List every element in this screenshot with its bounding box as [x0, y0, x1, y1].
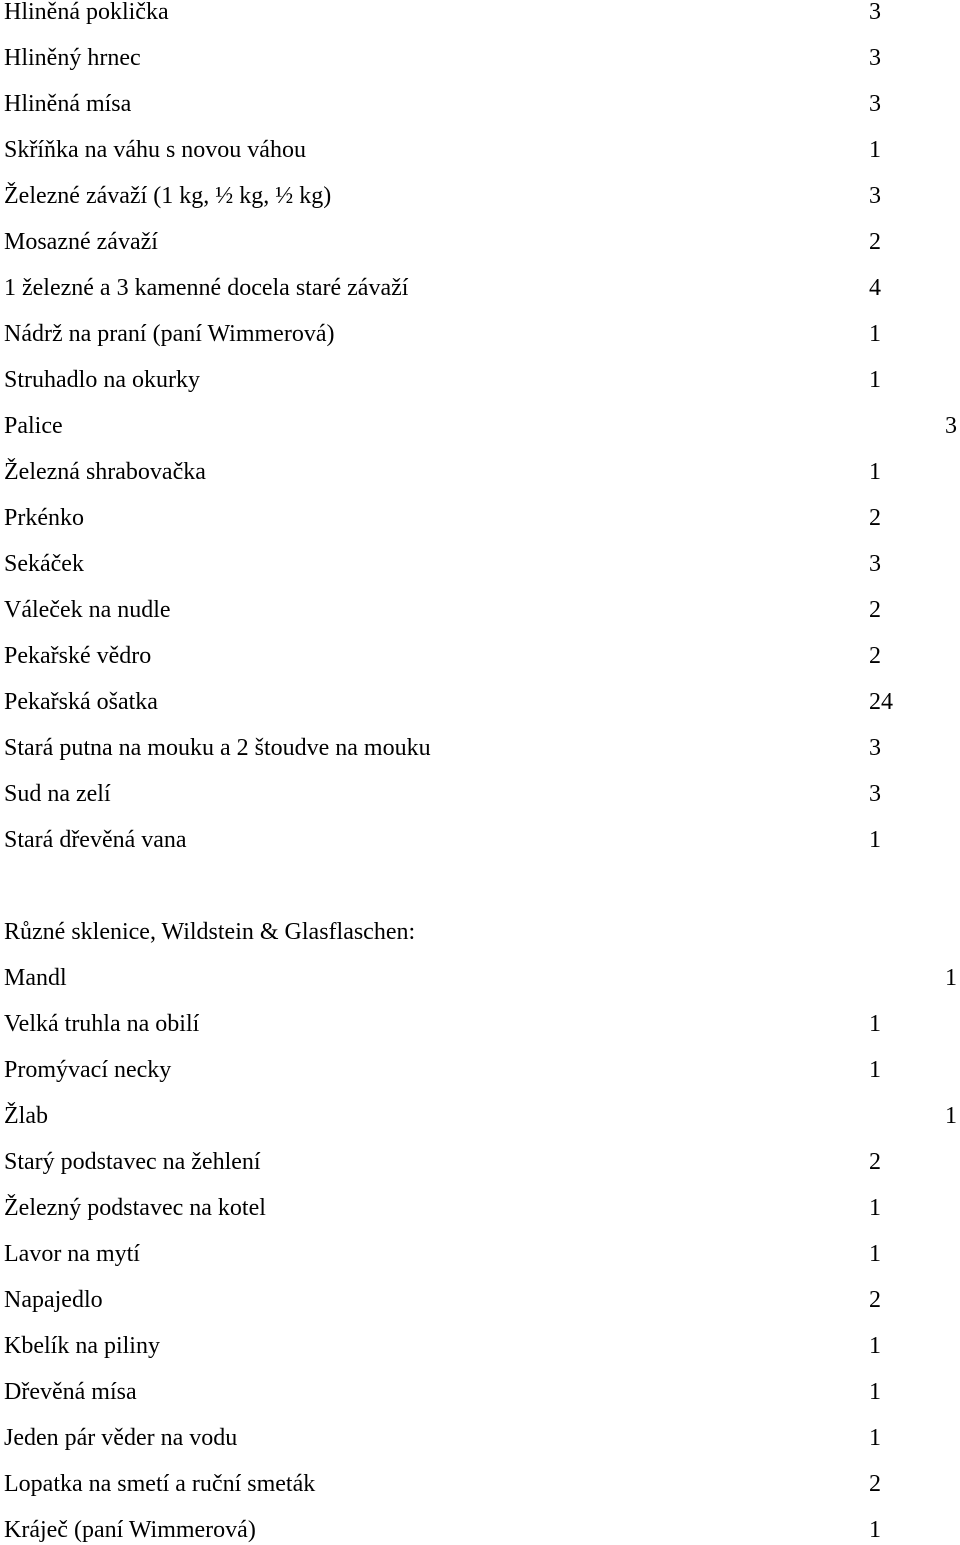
item-quantity: 1: [869, 1057, 881, 1083]
item-name: Mandl: [4, 965, 67, 991]
item-name: Dřevěná mísa: [4, 1379, 137, 1405]
item-name: Promývací necky: [4, 1057, 172, 1083]
item-name: Sekáček: [4, 551, 84, 577]
item-quantity: 1: [869, 137, 881, 163]
item-name: Stará dřevěná vana: [4, 827, 187, 853]
item-name: Struhadlo na okurky: [4, 367, 200, 393]
item-name: Palice: [4, 413, 63, 439]
item-quantity: 2: [869, 597, 881, 623]
item-name: Jeden pár věder na vodu: [4, 1425, 238, 1451]
item-quantity: 2: [869, 229, 881, 255]
item-name: Skříňka na váhu s novou váhou: [4, 137, 306, 163]
item-quantity: 1: [869, 1333, 881, 1359]
item-quantity: 2: [869, 1149, 881, 1175]
item-name: Napajedlo: [4, 1287, 103, 1313]
item-name: Lopatka na smetí a ruční smeták: [4, 1471, 316, 1497]
item-quantity: 2: [869, 643, 881, 669]
item-name: Pekařské vědro: [4, 643, 152, 669]
item-name: Železný podstavec na kotel: [4, 1195, 266, 1221]
item-name: Sud na zelí: [4, 781, 111, 807]
item-quantity: 3: [869, 735, 881, 761]
item-name: Lavor na mytí: [4, 1241, 140, 1267]
item-name: Velká truhla na obilí: [4, 1011, 200, 1037]
item-name: Hliněná poklička: [4, 0, 169, 25]
item-name: Nádrž na praní (paní Wimmerová): [4, 321, 335, 347]
item-quantity: 1: [945, 965, 957, 991]
item-quantity: 2: [869, 1471, 881, 1497]
item-quantity: 2: [869, 1287, 881, 1313]
item-quantity: 24: [869, 689, 893, 715]
item-name: Prkénko: [4, 505, 84, 531]
item-name: Železná shrabovačka: [4, 459, 206, 485]
item-name: Váleček na nudle: [4, 597, 171, 623]
item-name: Stará putna na mouku a 2 štoudve na mouku: [4, 735, 431, 761]
item-quantity: 1: [869, 1425, 881, 1451]
item-quantity: 3: [869, 781, 881, 807]
item-quantity: 3: [869, 551, 881, 577]
item-quantity: 2: [869, 505, 881, 531]
item-name: Kbelík na piliny: [4, 1333, 160, 1359]
item-name: 1 železné a 3 kamenné docela staré závaží: [4, 275, 409, 301]
item-name: Starý podstavec na žehlení: [4, 1149, 261, 1175]
item-quantity: 1: [869, 1517, 881, 1543]
item-quantity: 1: [869, 1011, 881, 1037]
item-quantity: 1: [869, 1195, 881, 1221]
item-quantity: 3: [869, 91, 881, 117]
item-name: Železné závaží (1 kg, ½ kg, ½ kg): [4, 183, 332, 209]
item-quantity: 1: [869, 459, 881, 485]
item-quantity: 3: [869, 0, 881, 25]
item-name: Mosazné závaží: [4, 229, 158, 255]
item-quantity: 1: [869, 1241, 881, 1267]
item-name: Žlab: [4, 1103, 48, 1129]
item-name: Hliněný hrnec: [4, 45, 141, 71]
item-quantity: 1: [869, 1379, 881, 1405]
item-quantity: 3: [869, 183, 881, 209]
item-quantity: 4: [869, 275, 881, 301]
item-quantity: 1: [869, 367, 881, 393]
item-quantity: 1: [869, 827, 881, 853]
item-quantity: 1: [945, 1103, 957, 1129]
item-name: Kráječ (paní Wimmerová): [4, 1517, 256, 1543]
item-name: Hliněná mísa: [4, 91, 132, 117]
item-quantity: 3: [869, 45, 881, 71]
item-quantity: 3: [945, 413, 957, 439]
item-name: Pekařská ošatka: [4, 689, 158, 715]
section-heading: Různé sklenice, Wildstein & Glasflaschen:: [4, 919, 416, 945]
item-quantity: 1: [869, 321, 881, 347]
